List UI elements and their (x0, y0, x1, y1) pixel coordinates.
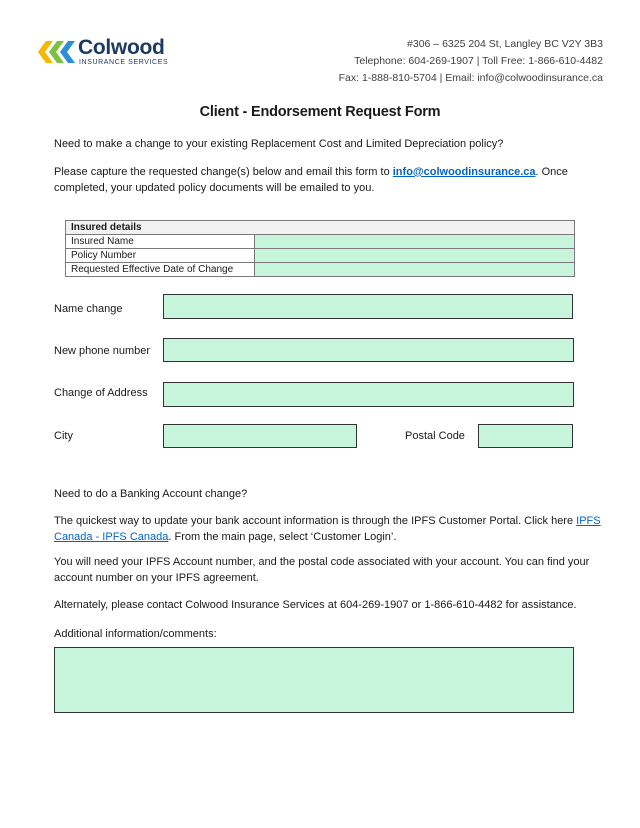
email-link[interactable]: info@colwoodinsurance.ca (392, 166, 536, 178)
insured-details-header: Insured details (66, 221, 575, 235)
insured-name-field[interactable] (255, 235, 575, 249)
phone-field[interactable] (163, 338, 574, 362)
effective-date-field[interactable] (255, 263, 575, 277)
effective-date-label: Requested Effective Date of Change (66, 263, 255, 277)
name-change-label: Name change (54, 303, 123, 315)
instruction-pre: Please capture the requested change(s) below and email this form to (54, 166, 393, 178)
intro-text: Need to make a change to your existing Replacement Cost and Limited Depreciation policy? (54, 138, 504, 150)
colwood-logo-icon (38, 39, 76, 65)
banking-paragraph-1 (54, 513, 606, 545)
instruction-text (54, 164, 606, 196)
banking-p1-pre: The quickest way to update your bank account information is through the IPFS Customer Portal. Click here (54, 515, 577, 527)
table-row (66, 235, 575, 249)
table-row (66, 249, 575, 263)
company-tagline: INSURANCE SERVICES (79, 59, 169, 66)
insured-name-label: Insured Name (66, 235, 255, 249)
city-field[interactable] (163, 424, 357, 448)
ipfs-link[interactable]: IPFS Canada - IPFS Canada (54, 515, 601, 543)
postal-code-field[interactable] (478, 424, 573, 448)
company-name: Colwood (78, 36, 165, 59)
company-phone: Telephone: 604-269-1907 | Toll Free: 1-866-610-4482 (354, 55, 603, 67)
policy-number-field[interactable] (255, 249, 575, 263)
comments-field[interactable] (54, 647, 574, 713)
policy-number-label: Policy Number (66, 249, 255, 263)
instruction-post: . Once completed, your updated policy documents will be emailed to you. (54, 166, 568, 194)
comments-label: Additional information/comments: (54, 628, 217, 640)
name-change-field[interactable] (163, 294, 573, 319)
company-fax-email: Fax: 1-888-810-5704 | Email: info@colwoodinsurance.ca (338, 72, 603, 84)
phone-label: New phone number (54, 345, 151, 357)
banking-paragraph-2: You will need your IPFS Account number, and the postal code associated with your account. You can find your account number on your IPFS agreement. (54, 556, 590, 584)
company-address: #306 – 6325 204 St, Langley BC V2Y 3B3 (407, 38, 603, 50)
city-label: City (54, 430, 73, 442)
address-field[interactable] (163, 382, 574, 407)
banking-question: Need to do a Banking Account change? (54, 488, 248, 500)
banking-paragraph-3: Alternately, please contact Colwood Insurance Services at 604-269-1907 or 1-866-610-4482 for assistance. (54, 599, 577, 611)
banking-p1-post: . From the main page, select ‘Customer Login’. (168, 531, 397, 543)
insured-details-table (65, 220, 575, 277)
postal-code-label: Postal Code (405, 430, 465, 442)
table-row (66, 263, 575, 277)
address-label: Change of Address (54, 387, 148, 399)
page-title: Client - Endorsement Request Form (199, 104, 441, 120)
